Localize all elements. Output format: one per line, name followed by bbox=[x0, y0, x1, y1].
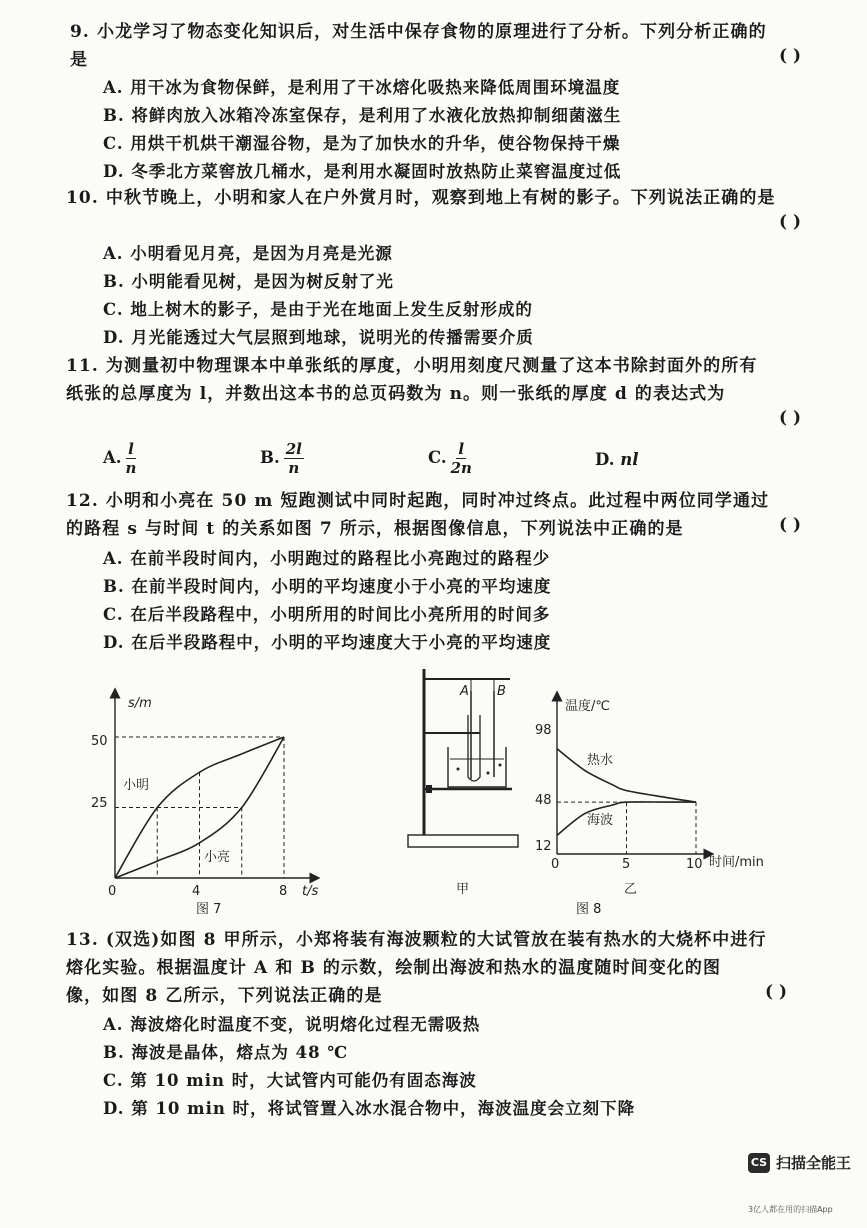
question-9 bbox=[70, 18, 767, 74]
question-11-option-c bbox=[428, 440, 472, 477]
figure-8-caption: 图 8 bbox=[576, 902, 602, 917]
question-13-option-c: C. 第 10 min 时，大试管内可能仍有固态海波 bbox=[103, 1071, 477, 1090]
question-11-stem-2: 纸张的总厚度为 l，并数出这本书的总页码数为 n。则一张纸的厚度 d 的表达式为 bbox=[66, 384, 726, 404]
fraction bbox=[451, 440, 472, 477]
question-9-stem-1: 9. 小龙学习了物态变化知识后，对生活中保存食物的原理进行了分析。下列分析正确的 bbox=[70, 22, 767, 42]
question-9-stem-2: 是 bbox=[70, 50, 89, 70]
x-tick-10: 10 bbox=[686, 857, 703, 872]
y-tick-12: 12 bbox=[535, 839, 552, 854]
y-tick-25: 25 bbox=[91, 796, 108, 811]
question-13-stem-1: 13. (双选)如图 8 甲所示，小郑将装有海波颗粒的大试管放在装有热水的大烧杯中进行 bbox=[66, 930, 767, 950]
x-axis-label: t/s bbox=[302, 884, 319, 899]
cs-logo-icon: CS bbox=[748, 1153, 770, 1173]
bubbles bbox=[487, 772, 490, 775]
numerator: l bbox=[458, 440, 465, 458]
origin-tick: 0 bbox=[108, 884, 117, 899]
label-a: A bbox=[460, 684, 469, 699]
label-b: B bbox=[497, 684, 506, 699]
fraction bbox=[284, 440, 304, 477]
bubbles bbox=[457, 768, 460, 771]
denominator: n bbox=[288, 459, 300, 477]
numerator: l bbox=[128, 440, 134, 458]
y-tick-98: 98 bbox=[535, 723, 552, 738]
question-10-stem: 10. 中秋节晚上，小明和家人在户外赏月时，观察到地上有树的影子。下列说法正确的是 bbox=[66, 188, 776, 208]
question-9-option-b: B. 将鲜肉放入冰箱冷冻室保存，是利用了水液化放热抑制细菌滋生 bbox=[103, 106, 622, 125]
clamp-knob bbox=[426, 785, 432, 793]
question-11-option-b bbox=[260, 440, 304, 477]
question-11 bbox=[66, 352, 758, 408]
chart-gridlines bbox=[115, 737, 284, 878]
series-label-xiaoliang: 小亮 bbox=[204, 850, 231, 865]
question-9-option-d: D. 冬季北方菜窖放几桶水，是利用水凝固时放热防止菜窖温度过低 bbox=[103, 162, 622, 181]
stand-base bbox=[408, 835, 518, 847]
question-13-option-a: A. 海波熔化时温度不变，说明熔化过程无需吸热 bbox=[103, 1015, 481, 1034]
y-tick-50: 50 bbox=[91, 734, 108, 749]
question-10-option-d: D. 月光能透过大气层照到地球，说明光的传播需要介质 bbox=[103, 328, 534, 347]
question-13-answer-bracket: ( ) bbox=[764, 982, 787, 1002]
figure-7-chart bbox=[90, 685, 320, 925]
option-letter: B. bbox=[260, 448, 280, 467]
question-11-answer-bracket: ( ) bbox=[778, 408, 801, 428]
question-13-option-d: D. 第 10 min 时，将试管置入冰水混合物中，海波温度会立刻下降 bbox=[103, 1099, 636, 1118]
question-9-answer-bracket: ( ) bbox=[778, 46, 801, 66]
series-label-haibo: 海波 bbox=[587, 813, 614, 828]
brand-name: 扫描全能王 bbox=[776, 1154, 852, 1172]
brand-tagline: 3亿人都在用的扫描App bbox=[748, 1205, 833, 1214]
series-line-hot-water bbox=[557, 749, 696, 802]
question-12-answer-bracket: ( ) bbox=[778, 515, 801, 535]
question-11-option-d bbox=[595, 450, 638, 469]
test-tube bbox=[468, 715, 480, 781]
question-13-stem-3: 像，如图 8 乙所示，下列说法正确的是 bbox=[66, 986, 383, 1006]
x-tick-8: 8 bbox=[279, 884, 288, 899]
figure-8-apparatus bbox=[400, 665, 525, 895]
question-12-option-c: C. 在后半段路程中，小明所用的时间比小亮所用的时间多 bbox=[103, 605, 551, 624]
question-13 bbox=[66, 926, 767, 1010]
question-10-option-c: C. 地上树木的影子，是由于光在地面上发生反射形成的 bbox=[103, 300, 533, 319]
series-label-xiaoming: 小明 bbox=[123, 778, 150, 793]
question-10-answer-bracket: ( ) bbox=[778, 212, 801, 232]
option-letter: A. bbox=[103, 448, 122, 467]
numerator: 2l bbox=[285, 440, 302, 458]
x-tick-4: 4 bbox=[192, 884, 201, 899]
figure-8-chart bbox=[525, 690, 775, 920]
question-12-option-d: D. 在后半段路程中，小明的平均速度大于小亮的平均速度 bbox=[103, 633, 552, 652]
question-12-option-a: A. 在前半段时间内，小明跑过的路程比小亮跑过的路程少 bbox=[103, 549, 551, 568]
bubbles bbox=[499, 764, 502, 767]
fraction bbox=[126, 440, 137, 477]
question-13-option-b: B. 海波是晶体，熔点为 48 ℃ bbox=[103, 1043, 349, 1062]
question-11-option-a bbox=[103, 440, 136, 477]
question-10-option-a: A. 小明看见月亮，是因为月亮是光源 bbox=[103, 244, 393, 263]
question-10-option-b: B. 小明能看见树，是因为树反射了光 bbox=[103, 272, 394, 291]
beaker bbox=[448, 747, 506, 787]
x-tick-5: 5 bbox=[622, 857, 631, 872]
denominator: 2n bbox=[450, 459, 472, 477]
option-expression: nl bbox=[620, 450, 639, 469]
y-axis-label: 温度/℃ bbox=[565, 699, 610, 714]
option-letter: C. bbox=[428, 448, 447, 467]
scanner-watermark bbox=[748, 1152, 851, 1173]
chart-gridlines bbox=[557, 802, 696, 854]
question-13-stem-2: 熔化实验。根据温度计 A 和 B 的示数，绘制出海波和热水的温度随时间变化的图 bbox=[66, 958, 722, 978]
question-12-option-b: B. 在前半段时间内，小明的平均速度小于小亮的平均速度 bbox=[103, 577, 552, 596]
series-label-hot-water: 热水 bbox=[587, 753, 614, 768]
x-tick-0: 0 bbox=[551, 857, 560, 872]
question-11-stem-1: 11. 为测量初中物理课本中单张纸的厚度，小明用刻度尺测量了这本书除封面外的所有 bbox=[66, 356, 758, 376]
option-letter: D. bbox=[595, 450, 615, 469]
y-tick-48: 48 bbox=[535, 793, 552, 808]
question-12 bbox=[66, 487, 769, 543]
sub-caption-jia: 甲 bbox=[456, 882, 470, 895]
question-12-stem-2: 的路程 s 与时间 t 的关系如图 7 所示，根据图像信息，下列说法中正确的是 bbox=[66, 519, 684, 539]
y-axis-label: s/m bbox=[128, 696, 152, 711]
figure-7-caption: 图 7 bbox=[196, 902, 222, 917]
question-10 bbox=[66, 184, 776, 212]
x-axis-label: 时间/min bbox=[709, 855, 764, 870]
question-9-option-c: C. 用烘干机烘干潮湿谷物，是为了加快水的升华，使谷物保持干燥 bbox=[103, 134, 621, 153]
denominator: n bbox=[125, 459, 137, 477]
sub-caption-yi: 乙 bbox=[624, 882, 638, 897]
question-12-stem-1: 12. 小明和小亮在 50 m 短跑测试中同时起跑，同时冲过终点。此过程中两位同学通过 bbox=[66, 491, 770, 511]
question-9-option-a: A. 用干冰为食物保鲜，是利用了干冰熔化吸热来降低周围环境温度 bbox=[103, 78, 621, 97]
